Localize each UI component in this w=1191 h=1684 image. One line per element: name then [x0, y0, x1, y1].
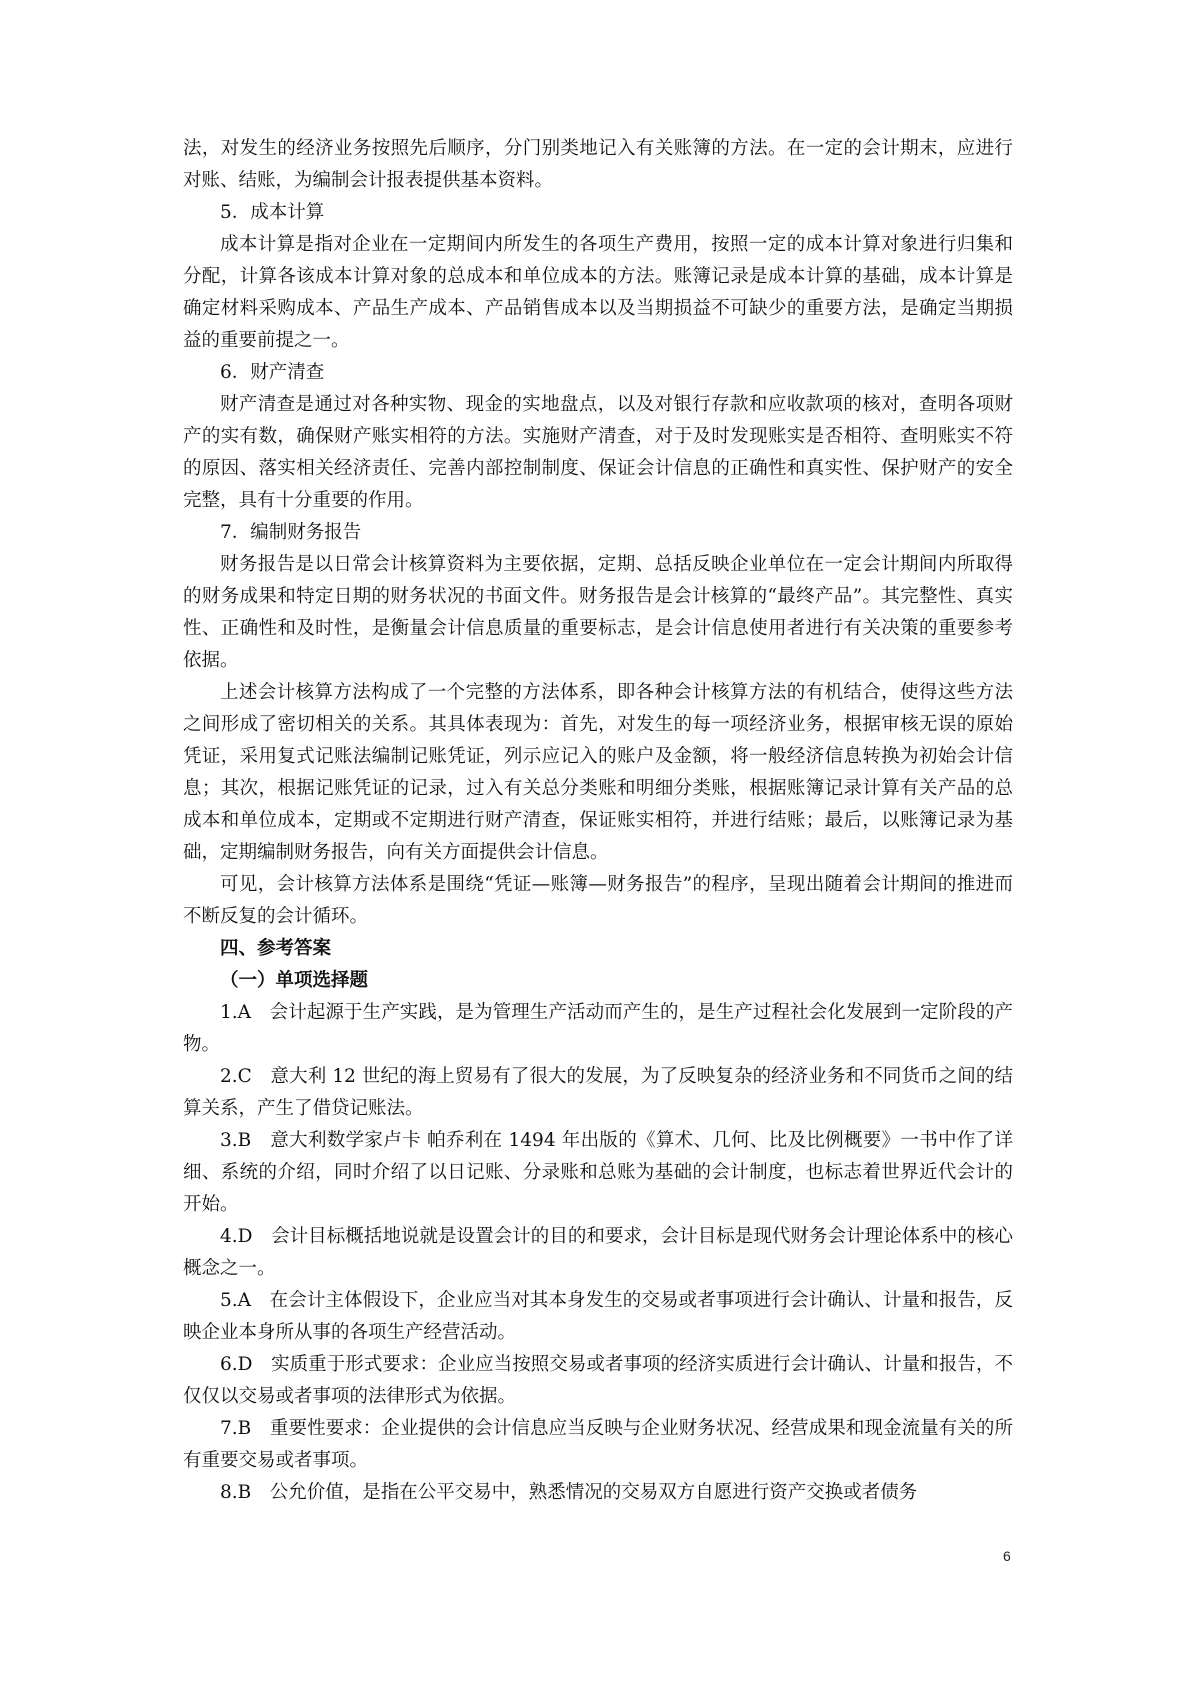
answer-item: 2.C 意大利 12 世纪的海上贸易有了很大的发展，为了反映复杂的经济业务和不同货币之间的结算关系，产生了借贷记账法。: [183, 1066, 1013, 1119]
answer-item: 4.D 会计目标概括地说就是设置会计的目的和要求，会计目标是现代财务会计理论体系中的核心概念之一。: [183, 1226, 1013, 1279]
answer-item: 3.B 意大利数学家卢卡 帕乔利在 1494 年出版的《算术、几何、比及比例概要》一书中作了详细、系统的介绍，同时介绍了以日记账、分录账和总账为基础的会计制度，也标志着世界近代会计的开始。: [183, 1130, 1013, 1215]
answer-item: 8.B 公允价值，是指在公平交易中，熟悉情况的交易双方自愿进行资产交换或者债务: [220, 1482, 918, 1503]
paragraph: 成本计算是指对企业在一定期间内所发生的各项生产费用，按照一定的成本计算对象进行归集和分配，计算各该成本计算对象的总成本和单位成本的方法。账簿记录是成本计算的基础，成本计算是确定材料采购成本、产品生产成本、产品销售成本以及当期损益不可缺少的重要方法，是确定当期损益的重要前提之一。: [183, 234, 1013, 351]
paragraph: 上述会计核算方法构成了一个完整的方法体系，即各种会计核算方法的有机结合，使得这些方法之间形成了密切相关的关系。其具体表现为：首先，对发生的每一项经济业务，根据审核无误的原始凭证，采用复式记账法编制记账凭证，列示应记入的账户及金额，将一般经济信息转换为初始会计信息；其次，根据记账凭证的记录，过入有关总分类账和明细分类账，根据账簿记录计算有关产品的总成本和单位成本，定期或不定期进行财产清查，保证账实相符，并进行结账；最后，以账簿记录为基础，定期编制财务报告，向有关方面提供会计信息。: [183, 682, 1013, 863]
subsection-heading-single-choice: （一）单项选择题: [220, 970, 369, 991]
section-heading-cost-calculation: 5．成本计算: [220, 202, 325, 223]
section-heading-financial-report: 7．编制财务报告: [220, 522, 362, 543]
answer-item: 7.B 重要性要求：企业提供的会计信息应当反映与企业财务状况、经营成果和现金流量有关的所有重要交易或者事项。: [183, 1418, 1013, 1471]
paragraph: 法，对发生的经济业务按照先后顺序，分门别类地记入有关账簿的方法。在一定的会计期末，应进行对账、结账，为编制会计报表提供基本资料。: [183, 138, 1013, 191]
paragraph: 可见，会计核算方法体系是围绕“凭证—账簿—财务报告”的程序，呈现出随着会计期间的推进而不断反复的会计循环。: [183, 874, 1013, 927]
section-heading-property-inventory: 6．财产清查: [220, 362, 325, 383]
paragraph: 财产清查是通过对各种实物、现金的实地盘点，以及对银行存款和应收款项的核对，查明各项财产的实有数，确保财产账实相符的方法。实施财产清查，对于及时发现账实是否相符、查明账实不符的原因、落实相关经济责任、完善内部控制制度、保证会计信息的正确性和真实性、保护财产的安全完整，具有十分重要的作用。: [183, 394, 1013, 511]
answer-item: 5.A 在会计主体假设下，企业应当对其本身发生的交易或者事项进行会计确认、计量和报告，反映企业本身所从事的各项生产经营活动。: [183, 1290, 1013, 1343]
answer-item: 1.A 会计起源于生产实践，是为管理生产活动而产生的，是生产过程社会化发展到一定阶段的产物。: [183, 1002, 1013, 1055]
answer-item: 6.D 实质重于形式要求：企业应当按照交易或者事项的经济实质进行会计确认、计量和报告，不仅仅以交易或者事项的法律形式为依据。: [183, 1354, 1013, 1407]
paragraph: 财务报告是以日常会计核算资料为主要依据，定期、总括反映企业单位在一定会计期间内所取得的财务成果和特定日期的财务状况的书面文件。财务报告是会计核算的“最终产品”。其完整性、真实性、正确性和及时性，是衡量会计信息质量的重要标志，是会计信息使用者进行有关决策的重要参考依据。: [183, 554, 1013, 671]
page-number: 6: [1003, 1548, 1011, 1564]
section-heading-reference-answers: 四、参考答案: [220, 938, 332, 959]
page-body: [183, 133, 1013, 1509]
